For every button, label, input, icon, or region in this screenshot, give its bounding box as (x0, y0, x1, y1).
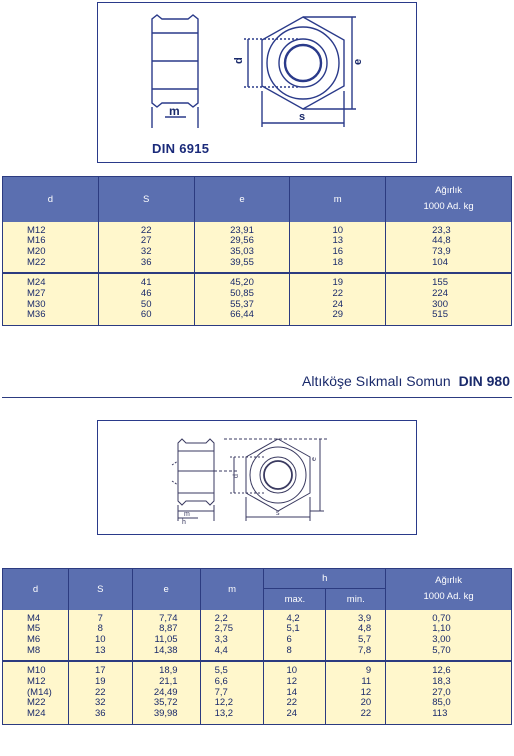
dim-e-label-2: e (311, 457, 318, 461)
header-e: e (132, 569, 200, 610)
cell-m: 19 22 24 29 (290, 273, 386, 325)
cell-s: 17 19 22 32 36 (68, 661, 132, 724)
dim-e-label: e (352, 58, 364, 65)
header-s: S (68, 569, 132, 610)
header-weight-line1: Ağırlık (435, 575, 463, 587)
cell-weight: 0,70 1,10 3,00 5,70 (386, 610, 512, 662)
table-row (3, 661, 512, 724)
header-h-max: max. (264, 589, 326, 610)
cell-s: 22 27 32 36 (98, 222, 194, 274)
cell-m: 2,2 2,75 3,3 4,4 (200, 610, 264, 662)
din6915-label: DIN 6915 (152, 141, 210, 156)
section-divider (2, 397, 512, 398)
dim-s-label-2: s (276, 510, 280, 517)
header-s: S (98, 177, 194, 222)
cell-h-max: 10 12 14 22 24 (264, 661, 326, 724)
cell-d: M4 M5 M6 M8 (3, 610, 69, 662)
din980-drawing (98, 421, 416, 534)
cell-e: 23,91 29,56 35,03 39,55 (194, 222, 290, 274)
dim-d-label-2: d (233, 474, 240, 478)
cell-weight: 12,6 18,3 27,0 85,0 113 (386, 661, 512, 724)
din6915-drawing (98, 3, 416, 162)
cell-e: 45,20 50,85 55,37 66,44 (194, 273, 290, 325)
dim-s-label: s (299, 111, 306, 123)
dim-m-label-2: m (184, 511, 190, 518)
header-m: m (290, 177, 386, 222)
cell-s: 41 46 50 60 (98, 273, 194, 325)
cell-s: 7 8 10 13 (68, 610, 132, 662)
section-title (302, 373, 510, 389)
cell-d: M12 M16 M20 M22 (3, 222, 99, 274)
cell-m: 10 13 16 18 (290, 222, 386, 274)
din6915-drawing-frame (97, 2, 417, 163)
din980-table (2, 568, 512, 725)
cell-d: M24 M27 M30 M36 (3, 273, 99, 325)
header-weight (386, 177, 512, 222)
table-row (3, 222, 512, 274)
table-row (3, 273, 512, 325)
cell-e: 18,9 21,1 24,49 35,72 39,98 (132, 661, 200, 724)
cell-weight: 23,3 44,8 73,9 104 (386, 222, 512, 274)
cell-e: 7,74 8,87 11,05 14,38 (132, 610, 200, 662)
cell-weight: 155 224 300 515 (386, 273, 512, 325)
din980-drawing-frame (97, 420, 417, 535)
cell-h-min: 3,9 4,8 5,7 7,8 (326, 610, 386, 662)
cell-h-min: 9 11 12 20 22 (326, 661, 386, 724)
header-e: e (194, 177, 290, 222)
table-row (3, 610, 512, 662)
header-d: d (3, 569, 69, 610)
header-m: m (200, 569, 264, 610)
section-din-label: DIN 980 (458, 373, 510, 389)
cell-h-max: 4,2 5,1 6 8 (264, 610, 326, 662)
header-weight-line2: 1000 Ad. kg (423, 201, 474, 213)
din6915-table (2, 176, 512, 326)
cell-d: M10 M12 (M14) M22 M24 (3, 661, 69, 724)
dim-d-label: d (233, 57, 245, 64)
dim-h-label: h (182, 519, 186, 526)
dim-m-label: m (169, 104, 180, 118)
cell-m: 5,5 6,6 7,7 12,2 13,2 (200, 661, 264, 724)
header-weight-line1: Ağırlık (435, 185, 463, 197)
header-d: d (3, 177, 99, 222)
header-weight (386, 569, 512, 610)
header-h-min: min. (326, 589, 386, 610)
header-weight-line2: 1000 Ad. kg (423, 591, 474, 603)
section-title-text: Altıköşe Sıkmalı Somun (302, 373, 451, 389)
header-h: h (264, 569, 386, 589)
